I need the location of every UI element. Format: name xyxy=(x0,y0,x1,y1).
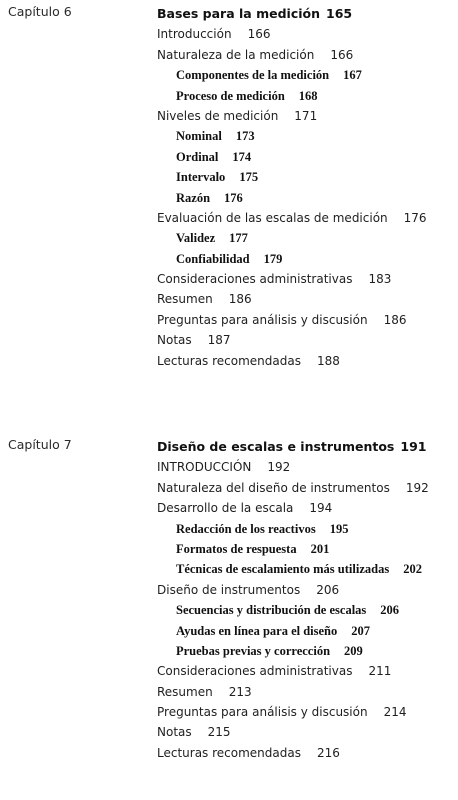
toc-entry xyxy=(157,147,457,167)
toc-entry-page: 176 xyxy=(224,190,243,205)
toc-entry xyxy=(157,478,457,498)
toc-entry xyxy=(157,743,457,763)
toc-entry-text: Validez xyxy=(176,231,216,246)
toc-entry-text: Diseño de instrumentos xyxy=(157,582,301,597)
toc-entry-text: INTRODUCCIÓN xyxy=(157,460,252,475)
toc-entry-text: Notas xyxy=(157,333,192,348)
toc-entry-page: 167 xyxy=(343,68,362,83)
toc-entry xyxy=(157,702,457,722)
toc-entry-text: Notas xyxy=(157,725,192,740)
toc-entry-page: 168 xyxy=(298,88,318,103)
toc-entry-text: Redacción de los reactivos xyxy=(176,521,316,536)
toc-entry xyxy=(157,661,457,681)
toc-entry-page: 195 xyxy=(329,521,349,536)
toc-entry xyxy=(157,351,457,371)
toc-entry-page: 206 xyxy=(316,582,340,597)
toc-entry-page: 213 xyxy=(228,684,252,699)
toc-entry-text: Razón xyxy=(176,190,211,205)
toc-entry-text: Introducción xyxy=(157,27,232,42)
toc-entry-page: 192 xyxy=(405,480,429,495)
toc-entry-text: Naturaleza de la medición xyxy=(157,47,315,62)
chapter-title-page: 191 xyxy=(400,439,427,454)
toc-entry-text: Lecturas recomendadas xyxy=(157,353,301,368)
chapter-entries xyxy=(157,4,457,371)
chapter-entries xyxy=(157,437,457,763)
toc-entry-text: Ayudas en línea para el diseño xyxy=(176,623,338,638)
toc-entry xyxy=(157,722,457,742)
toc-entry-text: Ordinal xyxy=(176,149,219,164)
toc-entry-page: 202 xyxy=(403,562,422,577)
toc-entry xyxy=(157,208,457,228)
toc-entry-text: Confiabilidad xyxy=(176,251,250,266)
toc-entry-text: Nominal xyxy=(176,129,222,144)
toc-entry-page: 175 xyxy=(239,170,259,185)
toc-entry xyxy=(157,519,457,539)
toc-entry-page: 166 xyxy=(247,27,271,42)
toc-entry-page: 176 xyxy=(403,210,427,225)
toc-entry xyxy=(157,289,457,309)
toc-entry xyxy=(157,559,457,579)
toc-entry xyxy=(157,682,457,702)
chapter-label: Capítulo 7 xyxy=(8,437,72,452)
chapter-title-text: Bases para la medición xyxy=(157,6,320,21)
toc-entry-page: 201 xyxy=(310,541,330,556)
toc-entry-text: Resumen xyxy=(157,292,213,307)
toc-entry xyxy=(157,45,457,65)
toc-entry-text: Naturaleza del diseño de instrumentos xyxy=(157,480,390,495)
toc-entry-page: 194 xyxy=(309,501,333,516)
toc-entry-page: 211 xyxy=(368,664,392,679)
toc-entry-text: Formatos de respuesta xyxy=(176,541,297,556)
toc-entry xyxy=(157,228,457,248)
toc-entry-page: 214 xyxy=(383,705,407,720)
toc-entry-text: Componentes de la medición xyxy=(176,68,330,83)
toc-entry-page: 186 xyxy=(228,292,252,307)
toc-entry-text: Técnicas de escalamiento más utilizadas xyxy=(176,562,390,577)
toc-entry xyxy=(157,600,457,620)
toc-entry-page: 187 xyxy=(207,333,231,348)
toc-entry xyxy=(157,621,457,641)
toc-entry-text: Secuencias y distribución de escalas xyxy=(176,603,367,618)
toc-entry-page: 177 xyxy=(229,231,248,246)
toc-entry xyxy=(157,24,457,44)
toc-entry xyxy=(157,65,457,85)
toc-entry-page: 186 xyxy=(383,312,407,327)
chapter-title xyxy=(157,4,457,24)
toc-entry-page: 207 xyxy=(351,623,370,638)
toc-entry-text: Niveles de medición xyxy=(157,108,279,123)
toc-entry-page: 192 xyxy=(267,460,291,475)
toc-entry xyxy=(157,249,457,269)
toc-entry xyxy=(157,269,457,289)
toc-entry-text: Pruebas previas y corrección xyxy=(176,643,331,658)
toc-entry-page: 174 xyxy=(232,149,252,164)
toc-entry xyxy=(157,498,457,518)
toc-entry-text: Preguntas para análisis y discusión xyxy=(157,705,368,720)
toc-entry xyxy=(157,330,457,350)
toc-entry xyxy=(157,310,457,330)
toc-entry-page: 206 xyxy=(380,603,400,618)
toc-entry-text: Resumen xyxy=(157,684,213,699)
toc-entry-page: 188 xyxy=(316,353,340,368)
toc-entry-page: 183 xyxy=(368,272,392,287)
chapter-title-text: Diseño de escalas e instrumentos xyxy=(157,439,395,454)
toc-entry xyxy=(157,167,457,187)
toc-entry-text: Intervalo xyxy=(176,170,226,185)
toc-entry xyxy=(157,126,457,146)
toc-entry-page: 171 xyxy=(294,108,318,123)
toc-entry-text: Proceso de medición xyxy=(176,88,285,103)
toc-entry-text: Consideraciones administrativas xyxy=(157,272,353,287)
toc-entry-text: Desarrollo de la escala xyxy=(157,501,294,516)
toc-entry-page: 209 xyxy=(344,643,363,658)
toc-entry-text: Lecturas recomendadas xyxy=(157,745,301,760)
toc-entry-page: 216 xyxy=(316,745,340,760)
chapter-label: Capítulo 6 xyxy=(8,4,72,19)
toc-entry-page: 179 xyxy=(263,251,283,266)
toc-entry-page: 173 xyxy=(235,129,255,144)
toc-entry-page: 215 xyxy=(207,725,231,740)
toc-entry xyxy=(157,86,457,106)
toc-entry xyxy=(157,539,457,559)
toc-entry xyxy=(157,188,457,208)
toc-entry-page: 166 xyxy=(330,47,354,62)
chapter-title xyxy=(157,437,457,457)
toc-entry-text: Consideraciones administrativas xyxy=(157,664,353,679)
toc-entry xyxy=(157,457,457,477)
chapter-title-page: 165 xyxy=(326,6,353,21)
toc-entry xyxy=(157,580,457,600)
toc-entry-text: Evaluación de las escalas de medición xyxy=(157,210,388,225)
toc-entry xyxy=(157,106,457,126)
toc-entry xyxy=(157,641,457,661)
toc-entry-text: Preguntas para análisis y discusión xyxy=(157,312,368,327)
